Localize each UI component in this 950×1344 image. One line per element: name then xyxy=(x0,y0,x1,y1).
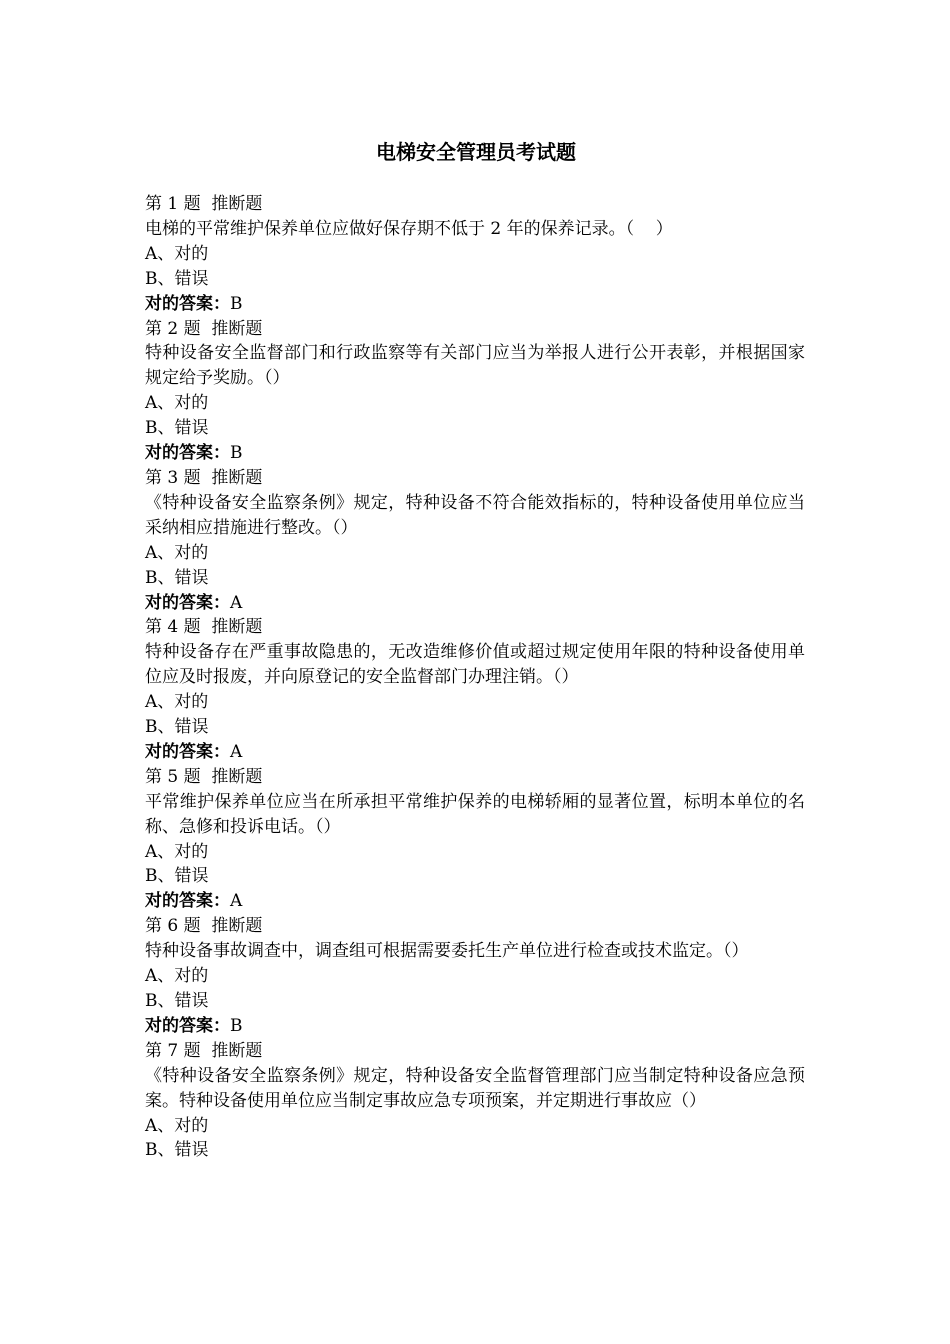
answer-value: B xyxy=(230,293,243,314)
question-1 xyxy=(145,192,805,317)
question-5 xyxy=(145,765,805,914)
option-b: B、错误 xyxy=(145,1140,209,1161)
option-a: A、对的 xyxy=(145,1115,209,1136)
answer-value: A xyxy=(230,741,243,762)
option-a: A、对的 xyxy=(145,243,209,264)
question-header: 第 6 题 推断题 xyxy=(145,916,263,937)
question-2 xyxy=(145,317,805,466)
answer-label: 对的答案： xyxy=(145,741,230,762)
answer-label: 对的答案： xyxy=(145,891,230,912)
answer-value: A xyxy=(230,891,243,912)
question-text: 特种设备安全监督部门和行政监察等有关部门应当为举报人进行公开表彰，并根据国家规定给予奖励。（） xyxy=(145,343,805,389)
question-7 xyxy=(145,1039,805,1164)
question-header: 第 1 题 推断题 xyxy=(145,194,263,214)
option-b: B、错误 xyxy=(145,717,209,738)
question-header: 第 7 题 推断题 xyxy=(145,1040,263,1061)
answer-line xyxy=(145,441,805,466)
option-a: A、对的 xyxy=(145,542,209,563)
question-header: 第 2 题 推断题 xyxy=(145,318,263,339)
option-a: A、对的 xyxy=(145,841,209,862)
question-3 xyxy=(145,466,805,615)
document-page xyxy=(145,138,805,1163)
answer-line xyxy=(145,1014,805,1039)
option-b: B、错误 xyxy=(145,567,209,588)
answer-label: 对的答案： xyxy=(145,443,230,464)
answer-value: B xyxy=(230,443,243,464)
option-b: B、错误 xyxy=(145,866,209,887)
question-text: 电梯的平常维护保养单位应做好保存期不低于 2 年的保养记录。（ ） xyxy=(145,218,673,239)
option-a: A、对的 xyxy=(145,393,209,414)
question-text: 《特种设备安全监察条例》规定，特种设备不符合能效指标的，特种设备使用单位应当采纳相应措施进行整改。（） xyxy=(145,492,805,538)
question-text: 特种设备事故调查中，调查组可根据需要委托生产单位进行检查或技术监定。（） xyxy=(145,941,749,962)
answer-label: 对的答案： xyxy=(145,592,230,613)
answer-line xyxy=(145,740,805,765)
option-b: B、错误 xyxy=(145,268,209,289)
answer-line xyxy=(145,889,805,914)
document-title: 电梯安全管理员考试题 xyxy=(376,140,576,164)
question-header: 第 5 题 推断题 xyxy=(145,766,263,787)
question-text: 平常维护保养单位应当在所承担平常维护保养的电梯轿厢的显著位置，标明本单位的名称、急修和投诉电话。（） xyxy=(145,791,805,837)
option-a: A、对的 xyxy=(145,966,209,987)
answer-value: A xyxy=(230,592,243,613)
option-b: B、错误 xyxy=(145,991,209,1011)
answer-line xyxy=(145,591,805,616)
option-a: A、对的 xyxy=(145,692,209,713)
question-header: 第 4 题 推断题 xyxy=(145,617,263,638)
answer-label: 对的答案： xyxy=(145,293,230,314)
question-6 xyxy=(145,914,805,1039)
answer-line xyxy=(145,292,805,317)
option-b: B、错误 xyxy=(145,418,209,439)
question-text: 《特种设备安全监察条例》规定，特种设备安全监督管理部门应当制定特种设备应急预案。特种设备使用单位应当制定事故应急专项预案，并定期进行事故应（） xyxy=(145,1065,805,1111)
answer-label: 对的答案： xyxy=(145,1015,230,1036)
answer-value: B xyxy=(230,1015,243,1036)
question-header: 第 3 题 推断题 xyxy=(145,467,263,488)
question-4 xyxy=(145,615,805,764)
question-text: 特种设备存在严重事故隐患的，无改造维修价值或超过规定使用年限的特种设备使用单位应及时报废，并向原登记的安全监督部门办理注销。（） xyxy=(145,642,805,688)
